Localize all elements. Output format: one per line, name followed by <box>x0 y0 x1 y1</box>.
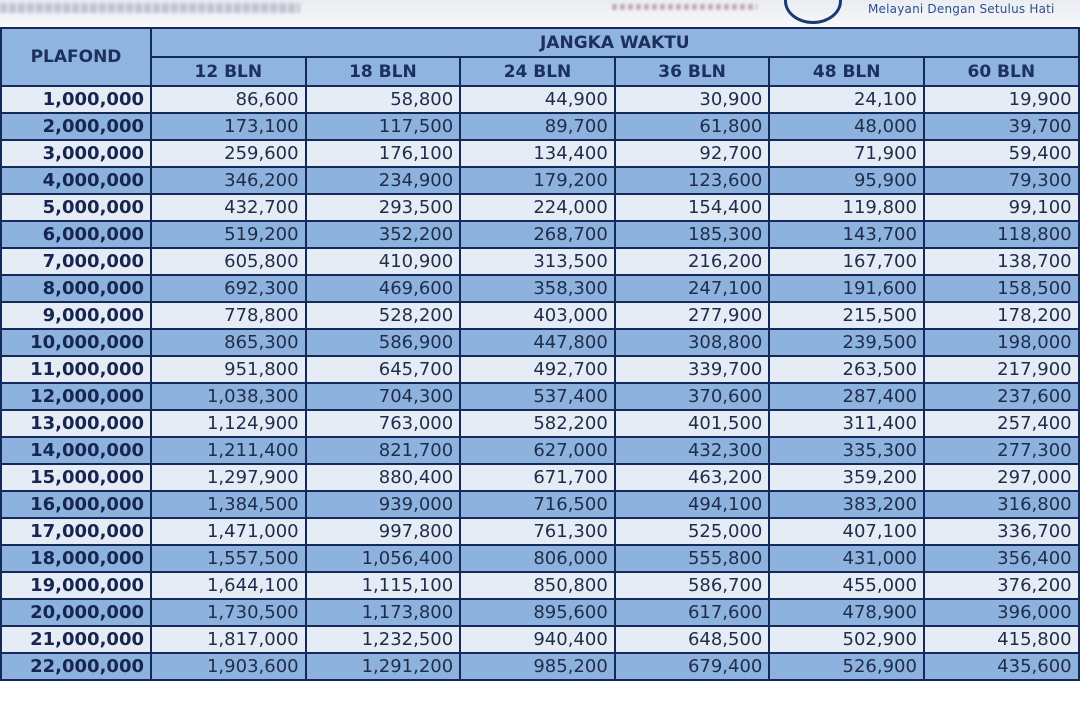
table-body <box>1 86 1079 680</box>
installment-cell: 526,900 <box>769 653 924 680</box>
plafond-cell: 10,000,000 <box>1 329 151 356</box>
installment-cell: 1,730,500 <box>151 599 306 626</box>
installment-cell: 985,200 <box>460 653 615 680</box>
installment-cell: 58,800 <box>306 86 461 113</box>
installment-cell: 335,300 <box>769 437 924 464</box>
table-row <box>1 491 1079 518</box>
installment-cell: 287,400 <box>769 383 924 410</box>
plafond-cell: 14,000,000 <box>1 437 151 464</box>
installment-cell: 679,400 <box>615 653 770 680</box>
installment-cell: 376,200 <box>924 572 1079 599</box>
plafond-cell: 2,000,000 <box>1 113 151 140</box>
installment-cell: 346,200 <box>151 167 306 194</box>
header-row-terms <box>1 57 1079 86</box>
table-row <box>1 356 1079 383</box>
table-row <box>1 383 1079 410</box>
plafond-cell: 9,000,000 <box>1 302 151 329</box>
plafond-cell: 19,000,000 <box>1 572 151 599</box>
table-row <box>1 518 1079 545</box>
installment-cell: 293,500 <box>306 194 461 221</box>
document-header-strip <box>0 0 1080 27</box>
installment-cell: 44,900 <box>460 86 615 113</box>
installment-cell: 455,000 <box>769 572 924 599</box>
installment-cell: 463,200 <box>615 464 770 491</box>
table-row <box>1 194 1079 221</box>
installment-cell: 1,557,500 <box>151 545 306 572</box>
installment-cell: 1,038,300 <box>151 383 306 410</box>
table-row <box>1 248 1079 275</box>
installment-cell: 806,000 <box>460 545 615 572</box>
installment-cell: 179,200 <box>460 167 615 194</box>
installment-cell: 692,300 <box>151 275 306 302</box>
plafond-cell: 21,000,000 <box>1 626 151 653</box>
installment-cell: 671,700 <box>460 464 615 491</box>
installment-cell: 1,471,000 <box>151 518 306 545</box>
plafond-cell: 5,000,000 <box>1 194 151 221</box>
installment-cell: 645,700 <box>306 356 461 383</box>
installment-cell: 761,300 <box>460 518 615 545</box>
installment-cell: 167,700 <box>769 248 924 275</box>
installment-cell: 383,200 <box>769 491 924 518</box>
installment-cell: 492,700 <box>460 356 615 383</box>
plafond-cell: 18,000,000 <box>1 545 151 572</box>
installment-cell: 59,400 <box>924 140 1079 167</box>
plafond-cell: 1,000,000 <box>1 86 151 113</box>
installment-cell: 308,800 <box>615 329 770 356</box>
installment-cell: 1,173,800 <box>306 599 461 626</box>
installment-cell: 586,900 <box>306 329 461 356</box>
installment-cell: 951,800 <box>151 356 306 383</box>
installment-cell: 224,000 <box>460 194 615 221</box>
installment-cell: 1,056,400 <box>306 545 461 572</box>
installment-cell: 1,903,600 <box>151 653 306 680</box>
installment-cell: 586,700 <box>615 572 770 599</box>
plafond-header: PLAFOND <box>1 28 151 86</box>
table-row <box>1 545 1079 572</box>
installment-cell: 525,000 <box>615 518 770 545</box>
installment-cell: 403,000 <box>460 302 615 329</box>
installment-cell: 19,900 <box>924 86 1079 113</box>
table-row <box>1 275 1079 302</box>
installment-cell: 173,100 <box>151 113 306 140</box>
installment-cell: 605,800 <box>151 248 306 275</box>
installment-cell: 119,800 <box>769 194 924 221</box>
installment-cell: 1,384,500 <box>151 491 306 518</box>
term-column-header: 60 BLN <box>924 57 1079 86</box>
plafond-cell: 4,000,000 <box>1 167 151 194</box>
installment-cell: 268,700 <box>460 221 615 248</box>
installment-cell: 86,600 <box>151 86 306 113</box>
installment-cell: 48,000 <box>769 113 924 140</box>
installment-cell: 95,900 <box>769 167 924 194</box>
plafond-cell: 20,000,000 <box>1 599 151 626</box>
table-row <box>1 464 1079 491</box>
table-row <box>1 653 1079 680</box>
installment-cell: 1,291,200 <box>306 653 461 680</box>
installment-cell: 528,200 <box>306 302 461 329</box>
installment-cell: 447,800 <box>460 329 615 356</box>
installment-cell: 407,100 <box>769 518 924 545</box>
term-column-header: 48 BLN <box>769 57 924 86</box>
installment-cell: 143,700 <box>769 221 924 248</box>
installment-cell: 123,600 <box>615 167 770 194</box>
installment-cell: 410,900 <box>306 248 461 275</box>
installment-cell: 247,100 <box>615 275 770 302</box>
installment-cell: 431,000 <box>769 545 924 572</box>
installment-cell: 311,400 <box>769 410 924 437</box>
installment-cell: 415,800 <box>924 626 1079 653</box>
term-group-header: JANGKA WAKTU <box>151 28 1079 57</box>
installment-cell: 435,600 <box>924 653 1079 680</box>
installment-cell: 865,300 <box>151 329 306 356</box>
installment-cell: 1,817,000 <box>151 626 306 653</box>
installment-cell: 582,200 <box>460 410 615 437</box>
installment-cell: 336,700 <box>924 518 1079 545</box>
installment-cell: 154,400 <box>615 194 770 221</box>
installment-cell: 234,900 <box>306 167 461 194</box>
plafond-cell: 17,000,000 <box>1 518 151 545</box>
installment-cell: 502,900 <box>769 626 924 653</box>
installment-cell: 396,000 <box>924 599 1079 626</box>
installment-cell: 39,700 <box>924 113 1079 140</box>
installment-cell: 704,300 <box>306 383 461 410</box>
plafond-cell: 12,000,000 <box>1 383 151 410</box>
table-row <box>1 113 1079 140</box>
installment-cell: 99,100 <box>924 194 1079 221</box>
installment-cell: 239,500 <box>769 329 924 356</box>
installment-cell: 778,800 <box>151 302 306 329</box>
installment-cell: 850,800 <box>460 572 615 599</box>
installment-cell: 356,400 <box>924 545 1079 572</box>
blurred-header-text <box>0 3 300 13</box>
installment-cell: 627,000 <box>460 437 615 464</box>
table-row <box>1 599 1079 626</box>
installment-cell: 263,500 <box>769 356 924 383</box>
installment-cell: 134,400 <box>460 140 615 167</box>
installment-cell: 1,115,100 <box>306 572 461 599</box>
plafond-cell: 22,000,000 <box>1 653 151 680</box>
installment-cell: 997,800 <box>306 518 461 545</box>
installment-cell: 257,400 <box>924 410 1079 437</box>
term-column-header: 18 BLN <box>306 57 461 86</box>
term-column-header: 36 BLN <box>615 57 770 86</box>
loan-installment-table <box>0 27 1080 681</box>
installment-cell: 339,700 <box>615 356 770 383</box>
installment-cell: 215,500 <box>769 302 924 329</box>
plafond-cell: 11,000,000 <box>1 356 151 383</box>
installment-cell: 432,300 <box>615 437 770 464</box>
installment-cell: 185,300 <box>615 221 770 248</box>
installment-cell: 216,200 <box>615 248 770 275</box>
installment-cell: 89,700 <box>460 113 615 140</box>
installment-cell: 358,300 <box>460 275 615 302</box>
tagline: Melayani Dengan Setulus Hati <box>868 2 1055 16</box>
installment-cell: 939,000 <box>306 491 461 518</box>
installment-cell: 297,000 <box>924 464 1079 491</box>
plafond-cell: 8,000,000 <box>1 275 151 302</box>
plafond-cell: 16,000,000 <box>1 491 151 518</box>
installment-cell: 1,297,900 <box>151 464 306 491</box>
installment-cell: 30,900 <box>615 86 770 113</box>
installment-cell: 259,600 <box>151 140 306 167</box>
installment-cell: 61,800 <box>615 113 770 140</box>
installment-cell: 277,900 <box>615 302 770 329</box>
installment-cell: 71,900 <box>769 140 924 167</box>
installment-cell: 24,100 <box>769 86 924 113</box>
plafond-cell: 13,000,000 <box>1 410 151 437</box>
table-row <box>1 140 1079 167</box>
installment-cell: 138,700 <box>924 248 1079 275</box>
installment-cell: 198,000 <box>924 329 1079 356</box>
installment-cell: 617,600 <box>615 599 770 626</box>
table-row <box>1 302 1079 329</box>
installment-cell: 478,900 <box>769 599 924 626</box>
term-column-header: 24 BLN <box>460 57 615 86</box>
installment-cell: 277,300 <box>924 437 1079 464</box>
installment-cell: 92,700 <box>615 140 770 167</box>
table-row <box>1 329 1079 356</box>
installment-cell: 648,500 <box>615 626 770 653</box>
installment-cell: 432,700 <box>151 194 306 221</box>
table-row <box>1 86 1079 113</box>
table-row <box>1 410 1079 437</box>
installment-cell: 519,200 <box>151 221 306 248</box>
table-row <box>1 626 1079 653</box>
installment-cell: 880,400 <box>306 464 461 491</box>
installment-cell: 237,600 <box>924 383 1079 410</box>
installment-cell: 158,500 <box>924 275 1079 302</box>
installment-cell: 469,600 <box>306 275 461 302</box>
installment-cell: 316,800 <box>924 491 1079 518</box>
installment-cell: 821,700 <box>306 437 461 464</box>
installment-cell: 1,232,500 <box>306 626 461 653</box>
installment-cell: 313,500 <box>460 248 615 275</box>
installment-cell: 191,600 <box>769 275 924 302</box>
installment-cell: 176,100 <box>306 140 461 167</box>
plafond-cell: 15,000,000 <box>1 464 151 491</box>
installment-cell: 178,200 <box>924 302 1079 329</box>
installment-cell: 352,200 <box>306 221 461 248</box>
installment-cell: 1,124,900 <box>151 410 306 437</box>
installment-cell: 370,600 <box>615 383 770 410</box>
blurred-bank-name <box>612 4 757 10</box>
table-row <box>1 437 1079 464</box>
installment-cell: 494,100 <box>615 491 770 518</box>
installment-cell: 217,900 <box>924 356 1079 383</box>
installment-cell: 117,500 <box>306 113 461 140</box>
installment-cell: 537,400 <box>460 383 615 410</box>
installment-cell: 555,800 <box>615 545 770 572</box>
installment-cell: 895,600 <box>460 599 615 626</box>
installment-cell: 1,211,400 <box>151 437 306 464</box>
plafond-cell: 3,000,000 <box>1 140 151 167</box>
installment-cell: 940,400 <box>460 626 615 653</box>
plafond-cell: 7,000,000 <box>1 248 151 275</box>
installment-cell: 359,200 <box>769 464 924 491</box>
installment-cell: 763,000 <box>306 410 461 437</box>
installment-cell: 401,500 <box>615 410 770 437</box>
installment-cell: 716,500 <box>460 491 615 518</box>
header-row-group <box>1 28 1079 57</box>
installment-cell: 1,644,100 <box>151 572 306 599</box>
term-column-header: 12 BLN <box>151 57 306 86</box>
table-row <box>1 221 1079 248</box>
bank-logo-icon <box>784 0 842 24</box>
installment-cell: 118,800 <box>924 221 1079 248</box>
table-row <box>1 167 1079 194</box>
table-row <box>1 572 1079 599</box>
plafond-cell: 6,000,000 <box>1 221 151 248</box>
installment-cell: 79,300 <box>924 167 1079 194</box>
